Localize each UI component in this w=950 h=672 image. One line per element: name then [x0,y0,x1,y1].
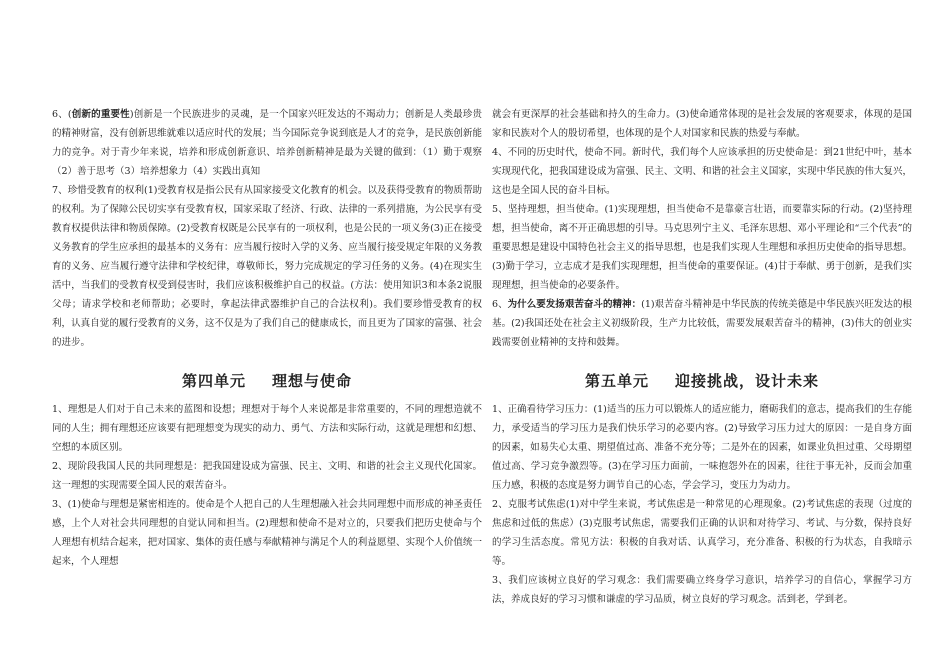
paragraph-unit4-1: 1、理想是人们对于自己未来的蓝图和设想；理想对于每个人来说都是非常重要的，不同的理想造就不同的人生；拥有理想还应该要有把理想变为现实的动力、勇气、方法和实际行动，这就是理想和幻想、空想的本质区别。 [52,404,482,453]
left-column [52,105,482,571]
paragraph-5-ideal-mission: 5、坚持理想，担当使命。(1)实现理想，担当使命不是靠豪言壮语，而要靠实际的行动。(2)坚持理想，担当使命，离不开正确思想的引导。马克思列宁主义、毛泽东思想、邓小平理论和“三个代表”的重要思想是建设中国特色社会主义的指导思想，也是我们实现人生理想和承担历史使命的指导思想。(3)勤于学习，立志成才是我们实现理想，担当使命的重要保证。(4)甘于奉献、勇于创新，是我们实现理想，担当使命的必要条件。 [492,204,912,291]
paragraph-unit5-1: 1、正确看待学习压力：(1)适当的压力可以锻炼人的适应能力，磨砺我们的意志，提高我们的生存能力，承受适当的学习压力是我们快乐学习的必要内容。(2)导致学习压力过大的原因：一是自身方面的因素，如易失心太重、期望值过高、准备不充分等；二是外在的因素，如课业负担过重、父母期望值过高、学习竞争激烈等。(3)在学习压力面前，一味抱怨外在的因素，往往于事无补，反而会加重压力感，积极的态度是努力调节自己的心态，学会学习，变压力为动力。 [492,404,912,491]
right-column [492,105,912,609]
bold-heading: 创新的重要性 [71,109,130,120]
paragraph-continuation: 就会有更深厚的社会基础和持久的生命力。(3)使命通常体现的是社会发展的客观要求，体现的是国家和民族对个人的殷切希望，也体现的是个人对国家和民族的热爱与奉献。 [492,109,912,139]
paragraph-6-hard-work: 6、为什么要发扬艰苦奋斗的精神：(1)艰苦奋斗精神是中华民族的传统美德是中华民族兴旺发达的根基。(2)我国还处在社会主义初级阶段，生产力比较低，需要发展艰苦奋斗的精神，(3)伟大的创业实践需要创业精神的支持和鼓舞。 [492,299,912,348]
paragraph-unit5-2: 2、克服考试焦虑(1)对中学生来说，考试焦虑是一种常见的心理现象。(2)考试焦虑的表现（过度的焦虑和过低的焦虑）(3)克服考试焦虑，需要我们正确的认识和对待学习、考试、与分数，保持良好的学习生活态度。常见方法：积极的自我对话、认真学习，充分准备、积极的行为状态，自我暗示等。 [492,499,912,567]
paragraph-unit4-2: 2、现阶段我国人民的共同理想是：把我国建设成为富强、民主、文明、和谐的社会主义现代化国家。这一理想的实现需要全国人民的艰苦奋斗。 [52,461,482,491]
paragraph-4-mission: 4、不同的历史时代，使命不同。新时代，我们每个人应该承担的历史使命是：到21世纪中叶，基本实现现代化，把我国建设成为富强、民主、文明、和谐的社会主义国家，实现中华民族的伟大复兴，这也是全国人民的奋斗目标。 [492,147,912,196]
unit-5-title: 第五单元 迎接挑战，设计未来 [584,372,820,390]
bold-heading: 为什么要发扬艰苦奋斗的精神： [507,299,642,310]
paragraph-6-innovation: 6、(创新的重要性)创新是一个民族进步的灵魂，是一个国家兴旺发达的不竭动力；创新是人类最珍贵的精神财富，没有创新思维就难以适应时代的发展；当今国际竞争说到底是人才的竞争，是民族创新能力的竞争。对于青少年来说，培养和形成创新意识、培养创新精神是最为关键的做到：（1）勤于观察（2）善于思考（3）培养想象力（4）实践出真知 [52,109,482,177]
unit-4-title: 第四单元 理想与使命 [181,372,353,390]
paragraph-unit5-3: 3、我们应该树立良好的学习观念：我们需要确立终身学习意识，培养学习的自信心，掌握学习方法，养成良好的学习习惯和谦虚的学习品质，树立良好的学习观念。活到老，学到老。 [492,575,912,605]
paragraph-7-education-right: 7、珍惜受教育的权利(1)受教育权是指公民有从国家接受文化教育的机会。以及获得受教育的物质帮助的权利。为了保障公民切实享有受教育权，国家采取了经济、行政、法律的一系列措施，为公民享有受教育权提供法律和物质保障。(2)受教育权既是公民享有的一项权利，也是公民的一项义务(3)正在接受义务教育的学生应承担的最基本的义务有：应当履行按时入学的义务、应当履行接受规定年限的义务教育的义务、应当履行遵守法律和学校纪律，尊敬师长，努力完成规定的学习任务的义务。(4)在现实生活中，当我们的受教育权受到侵害时，我们应该积极维护自己的权益。(方法：使用知识3和本条2说服父母；请求学校和老师帮助；必要时，拿起法律武器维护自己的合法权利)。我们要珍惜受教育的权利，认真自觉的履行受教育的义务，这不仅是为了我们自己的健康成长，而且更为了国家的富强、社会的进步。 [52,185,482,348]
paragraph-unit4-3: 3、(1)使命与理想是紧密相连的。使命是个人把自己的人生理想融入社会共同理想中而形成的神圣责任感，上个人对社会共同理想的自觉认同和担当。(2)理想和使命不是对立的，只要我们把历史使命与个人理想有机结合起来，把对国家、集体的责任感与奉献精神与满足个人的利益愿望、实现个人价值统一起来，个人理想 [52,499,482,567]
